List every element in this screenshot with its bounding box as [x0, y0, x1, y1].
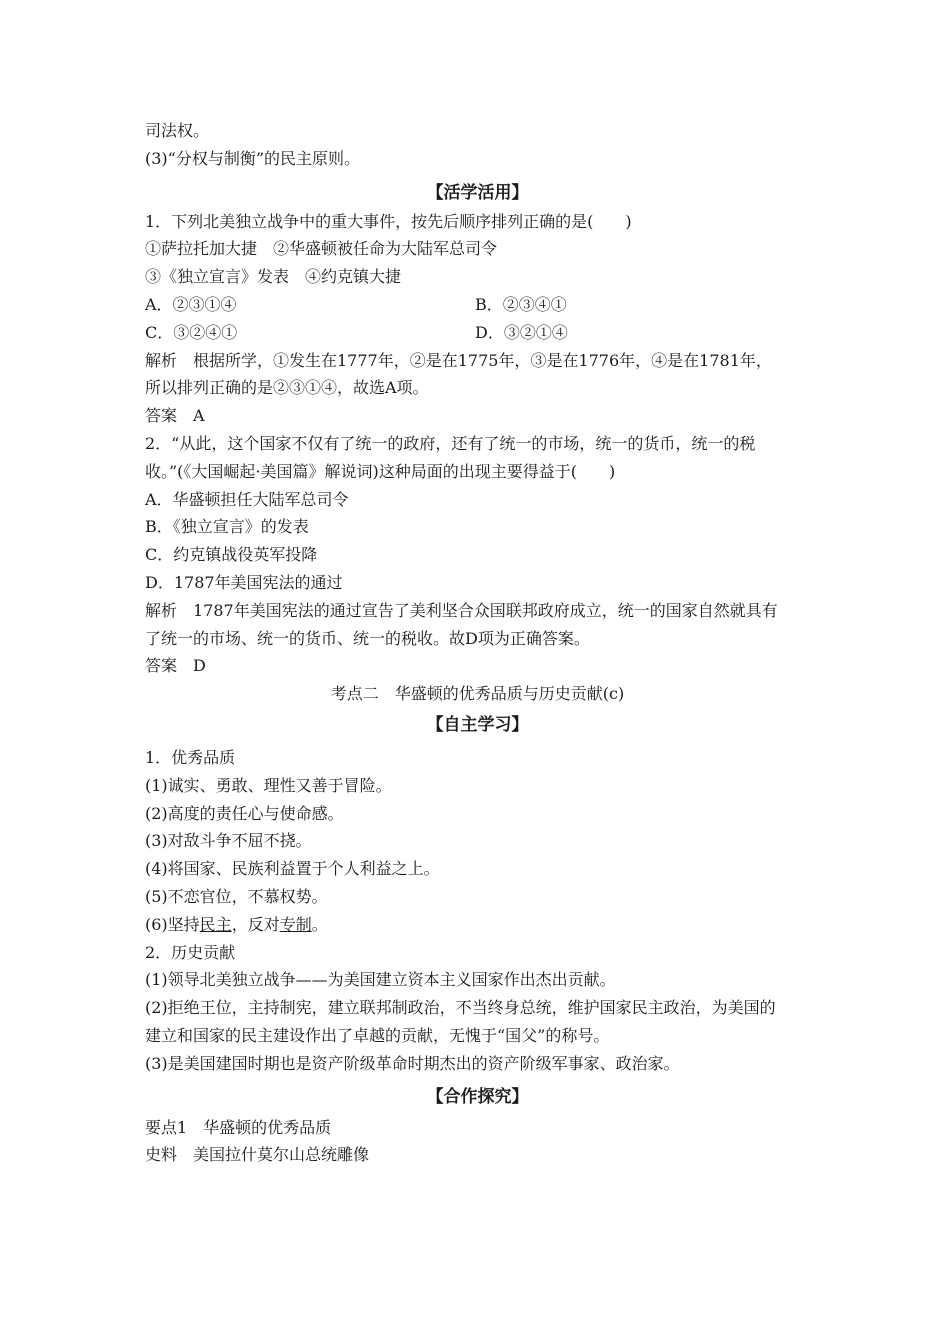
quality-item: (5)不恋官位，不慕权势。: [145, 886, 328, 906]
quality-item-suffix: 。: [311, 914, 328, 934]
option-c: C．约克镇战役英军投降: [145, 545, 318, 565]
source-line: 史料 美国拉什莫尔山总统雕像: [145, 1145, 370, 1165]
option-c: C．③②④①: [145, 322, 238, 342]
question-2-stem: 2．“从此，这个国家不仅有了统一的政府，还有了统一的市场，统一的货币，统一的税: [145, 433, 756, 453]
section-heading-apply: 【活学活用】: [426, 182, 529, 203]
document-page: [145, 117, 810, 1169]
key-point: 要点1 华盛顿的优秀品质: [145, 1117, 332, 1137]
question-2-analysis: 了统一的市场、统一的货币、统一的税收。故D项为正确答案。: [145, 628, 590, 648]
text-line: 司法权。: [145, 121, 210, 140]
contributions-title: 2．历史贡献: [145, 942, 236, 962]
question-1-answer: 答案 A: [145, 406, 205, 426]
option-d: D．③②①④: [475, 322, 568, 342]
qualities-title: 1．优秀品质: [145, 747, 236, 767]
quality-item: (3)对敌斗争不屈不挠。: [145, 831, 312, 851]
question-1-items: ③《独立宣言》发表 ④约克镇大捷: [145, 267, 402, 287]
text-line: (3)“分权与制衡”的民主原则。: [145, 148, 361, 168]
question-1-analysis: 所以排列正确的是②③①④，故选A项。: [145, 378, 429, 398]
quality-item: (1)诚实、勇敢、理性又善于冒险。: [145, 775, 392, 795]
contribution-item: 建立和国家的民主建设作出了卓越的贡献，无愧于“国父”的称号。: [145, 1025, 610, 1045]
question-1-analysis: 解析 根据所学，①发生在1777年，②是在1775年，③是在1776年，④是在1781年，: [145, 350, 772, 370]
underlined-keyword: 专制: [279, 914, 312, 934]
underlined-keyword: 民主: [199, 914, 232, 934]
question-1-options-row: [145, 291, 810, 319]
section-heading-cooperation: 【合作探究】: [426, 1086, 529, 1107]
question-2-analysis: 解析 1787年美国宪法的通过宣告了美利坚合众国联邦政府成立，统一的国家自然就具有: [145, 600, 778, 620]
question-2-answer: 答案 D: [145, 656, 206, 676]
contribution-item: (2)拒绝王位，主持制宪，建立联邦制政治，不当终身总统，维护国家民主政治，为美国的: [145, 998, 776, 1018]
contribution-item: (3)是美国建国时期也是资产阶级革命时期杰出的资产阶级军事家、政治家。: [145, 1053, 680, 1073]
option-b: B．《独立宣言》的发表: [145, 517, 309, 537]
question-1-options-row: [145, 319, 810, 347]
quality-item-mid: ，反对: [231, 914, 280, 934]
option-b: B．②③④①: [475, 294, 567, 314]
question-2-stem: 收。”(《大国崛起·美国篇》解说词)这种局面的出现主要得益于( ): [145, 461, 616, 481]
option-a: A．华盛顿担任大陆军总司令: [145, 489, 349, 509]
quality-item-prefix: (6)坚持: [145, 914, 200, 934]
quality-item: (2)高度的责任心与使命感。: [145, 803, 344, 823]
question-1-stem: 1．下列北美独立战争中的重大事件，按先后顺序排列正确的是( ): [145, 211, 632, 231]
section-title: 考点二 华盛顿的优秀品质与历史贡献(c): [330, 684, 625, 704]
quality-item: (4)将国家、民族利益置于个人利益之上。: [145, 859, 440, 879]
option-a: A．②③①④: [145, 294, 237, 314]
quality-item: [145, 911, 810, 939]
question-1-items: ①萨拉托加大捷 ②华盛顿被任命为大陆军总司令: [145, 239, 498, 259]
section-heading-self-study: 【自主学习】: [426, 714, 529, 735]
contribution-item: (1)领导北美独立战争——为美国建立资本主义国家作出杰出贡献。: [145, 970, 616, 990]
option-d: D．1787年美国宪法的通过: [145, 572, 343, 592]
